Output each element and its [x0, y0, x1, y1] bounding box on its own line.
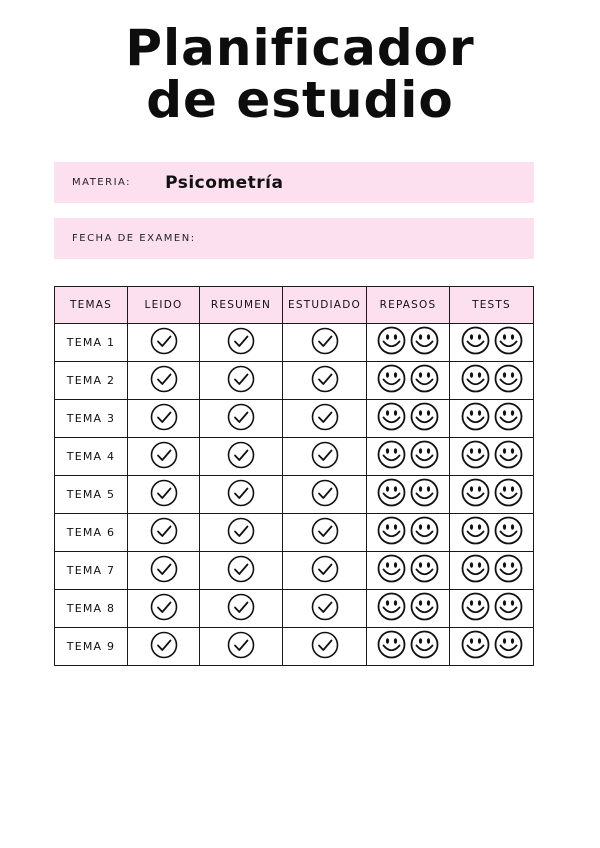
smiley-face-icon[interactable] — [377, 630, 406, 663]
repasos-smiley-pair — [377, 446, 439, 465]
circle-check-icon[interactable] — [227, 479, 255, 511]
leido-cell[interactable] — [128, 552, 200, 590]
title-line-2: de estudio — [146, 71, 454, 129]
circle-check-icon[interactable] — [227, 593, 255, 625]
circle-check-icon[interactable] — [150, 517, 178, 549]
smiley-face-icon[interactable] — [461, 592, 490, 625]
circle-check-icon[interactable] — [227, 517, 255, 549]
tests-cell[interactable] — [450, 438, 534, 476]
circle-check-icon[interactable] — [227, 365, 255, 397]
circle-check-icon[interactable] — [227, 631, 255, 663]
smiley-face-icon[interactable] — [461, 364, 490, 397]
table-header-row — [55, 287, 534, 324]
repasos-cell[interactable] — [367, 362, 450, 400]
circle-check-icon[interactable] — [311, 403, 339, 435]
smiley-face-icon[interactable] — [494, 440, 523, 473]
tests-smiley-pair — [461, 446, 523, 465]
estudiado-cell[interactable] — [283, 514, 367, 552]
repasos-smiley-pair — [377, 332, 439, 351]
smiley-face-icon[interactable] — [461, 630, 490, 663]
smiley-face-icon[interactable] — [461, 440, 490, 473]
resumen-cell[interactable] — [200, 400, 283, 438]
tests-smiley-pair — [461, 370, 523, 389]
table-row — [55, 590, 534, 628]
resumen-cell[interactable] — [200, 590, 283, 628]
resumen-cell[interactable] — [200, 552, 283, 590]
leido-cell[interactable] — [128, 362, 200, 400]
tests-smiley-pair — [461, 408, 523, 427]
smiley-face-icon[interactable] — [377, 402, 406, 435]
smiley-face-icon[interactable] — [410, 364, 439, 397]
materia-label: MATERIA: — [72, 177, 132, 188]
smiley-face-icon[interactable] — [410, 402, 439, 435]
tests-smiley-pair — [461, 636, 523, 655]
tests-cell[interactable] — [450, 514, 534, 552]
repasos-smiley-pair — [377, 522, 439, 541]
smiley-face-icon[interactable] — [461, 402, 490, 435]
resumen-cell[interactable] — [200, 324, 283, 362]
row-label: TEMA 9 — [55, 628, 128, 666]
leido-cell[interactable] — [128, 476, 200, 514]
smiley-face-icon[interactable] — [494, 402, 523, 435]
tests-smiley-pair — [461, 560, 523, 579]
circle-check-icon[interactable] — [311, 365, 339, 397]
circle-check-icon[interactable] — [150, 593, 178, 625]
table-row — [55, 362, 534, 400]
circle-check-icon[interactable] — [311, 517, 339, 549]
row-label: TEMA 5 — [55, 476, 128, 514]
header-resumen: RESUMEN — [200, 287, 283, 324]
page-title — [0, 19, 600, 129]
smiley-face-icon[interactable] — [377, 440, 406, 473]
circle-check-icon[interactable] — [311, 479, 339, 511]
circle-check-icon[interactable] — [150, 327, 178, 359]
row-label: TEMA 2 — [55, 362, 128, 400]
smiley-face-icon[interactable] — [377, 592, 406, 625]
table-row — [55, 628, 534, 666]
smiley-face-icon[interactable] — [494, 592, 523, 625]
exam-date-field[interactable] — [54, 218, 534, 259]
smiley-face-icon[interactable] — [494, 326, 523, 359]
repasos-cell[interactable] — [367, 400, 450, 438]
smiley-face-icon[interactable] — [461, 516, 490, 549]
row-label: TEMA 8 — [55, 590, 128, 628]
estudiado-cell[interactable] — [283, 552, 367, 590]
smiley-face-icon[interactable] — [410, 554, 439, 587]
tests-smiley-pair — [461, 332, 523, 351]
table-row — [55, 438, 534, 476]
circle-check-icon[interactable] — [227, 327, 255, 359]
row-label: TEMA 3 — [55, 400, 128, 438]
leido-cell[interactable] — [128, 324, 200, 362]
repasos-smiley-pair — [377, 598, 439, 617]
smiley-face-icon[interactable] — [410, 630, 439, 663]
smiley-face-icon[interactable] — [377, 364, 406, 397]
row-label: TEMA 1 — [55, 324, 128, 362]
smiley-face-icon[interactable] — [377, 326, 406, 359]
circle-check-icon[interactable] — [150, 365, 178, 397]
leido-cell[interactable] — [128, 590, 200, 628]
resumen-cell[interactable] — [200, 628, 283, 666]
repasos-cell[interactable] — [367, 476, 450, 514]
estudiado-cell[interactable] — [283, 324, 367, 362]
tests-smiley-pair — [461, 484, 523, 503]
repasos-cell[interactable] — [367, 324, 450, 362]
tests-cell[interactable] — [450, 628, 534, 666]
repasos-cell[interactable] — [367, 514, 450, 552]
smiley-face-icon[interactable] — [494, 630, 523, 663]
smiley-face-icon[interactable] — [410, 478, 439, 511]
circle-check-icon[interactable] — [311, 631, 339, 663]
leido-cell[interactable] — [128, 628, 200, 666]
tests-smiley-pair — [461, 598, 523, 617]
table-row — [55, 514, 534, 552]
estudiado-cell[interactable] — [283, 628, 367, 666]
resumen-cell[interactable] — [200, 362, 283, 400]
leido-cell[interactable] — [128, 400, 200, 438]
repasos-smiley-pair — [377, 636, 439, 655]
circle-check-icon[interactable] — [150, 631, 178, 663]
repasos-cell[interactable] — [367, 438, 450, 476]
estudiado-cell[interactable] — [283, 590, 367, 628]
materia-value[interactable]: Psicometría — [165, 172, 284, 193]
header-temas: TEMAS — [55, 287, 128, 324]
resumen-cell[interactable] — [200, 476, 283, 514]
tests-smiley-pair — [461, 522, 523, 541]
tests-cell[interactable] — [450, 362, 534, 400]
smiley-face-icon[interactable] — [377, 478, 406, 511]
circle-check-icon[interactable] — [227, 555, 255, 587]
tests-cell[interactable] — [450, 552, 534, 590]
circle-check-icon[interactable] — [311, 555, 339, 587]
repasos-smiley-pair — [377, 370, 439, 389]
header-estudiado: ESTUDIADO — [283, 287, 367, 324]
smiley-face-icon[interactable] — [461, 554, 490, 587]
smiley-face-icon[interactable] — [494, 364, 523, 397]
table-row — [55, 400, 534, 438]
repasos-smiley-pair — [377, 560, 439, 579]
resumen-cell[interactable] — [200, 514, 283, 552]
tests-cell[interactable] — [450, 476, 534, 514]
table-row — [55, 476, 534, 514]
header-repasos: REPASOS — [367, 287, 450, 324]
smiley-face-icon[interactable] — [494, 478, 523, 511]
circle-check-icon[interactable] — [150, 441, 178, 473]
circle-check-icon[interactable] — [227, 441, 255, 473]
exam-date-label: FECHA DE EXAMEN: — [72, 233, 196, 244]
row-label: TEMA 6 — [55, 514, 128, 552]
materia-field[interactable] — [54, 162, 534, 203]
circle-check-icon[interactable] — [311, 441, 339, 473]
smiley-face-icon[interactable] — [377, 554, 406, 587]
row-label: TEMA 4 — [55, 438, 128, 476]
smiley-face-icon[interactable] — [410, 592, 439, 625]
repasos-cell[interactable] — [367, 590, 450, 628]
table-body — [55, 324, 534, 666]
table-row — [55, 324, 534, 362]
table-row — [55, 552, 534, 590]
title-line-1: Planificador — [125, 19, 475, 77]
row-label: TEMA 7 — [55, 552, 128, 590]
smiley-face-icon[interactable] — [461, 326, 490, 359]
repasos-smiley-pair — [377, 408, 439, 427]
smiley-face-icon[interactable] — [410, 516, 439, 549]
header-leido: LEIDO — [128, 287, 200, 324]
header-tests: TESTS — [450, 287, 534, 324]
tests-cell[interactable] — [450, 400, 534, 438]
smiley-face-icon[interactable] — [410, 326, 439, 359]
circle-check-icon[interactable] — [150, 403, 178, 435]
estudiado-cell[interactable] — [283, 400, 367, 438]
repasos-cell[interactable] — [367, 628, 450, 666]
circle-check-icon[interactable] — [150, 479, 178, 511]
study-planner-table — [54, 286, 534, 666]
smiley-face-icon[interactable] — [494, 516, 523, 549]
circle-check-icon[interactable] — [150, 555, 178, 587]
repasos-cell[interactable] — [367, 552, 450, 590]
circle-check-icon[interactable] — [227, 403, 255, 435]
tests-cell[interactable] — [450, 324, 534, 362]
resumen-cell[interactable] — [200, 438, 283, 476]
circle-check-icon[interactable] — [311, 327, 339, 359]
tests-cell[interactable] — [450, 590, 534, 628]
estudiado-cell[interactable] — [283, 476, 367, 514]
circle-check-icon[interactable] — [311, 593, 339, 625]
leido-cell[interactable] — [128, 438, 200, 476]
estudiado-cell[interactable] — [283, 362, 367, 400]
repasos-smiley-pair — [377, 484, 439, 503]
smiley-face-icon[interactable] — [461, 478, 490, 511]
estudiado-cell[interactable] — [283, 438, 367, 476]
smiley-face-icon[interactable] — [410, 440, 439, 473]
smiley-face-icon[interactable] — [377, 516, 406, 549]
smiley-face-icon[interactable] — [494, 554, 523, 587]
leido-cell[interactable] — [128, 514, 200, 552]
